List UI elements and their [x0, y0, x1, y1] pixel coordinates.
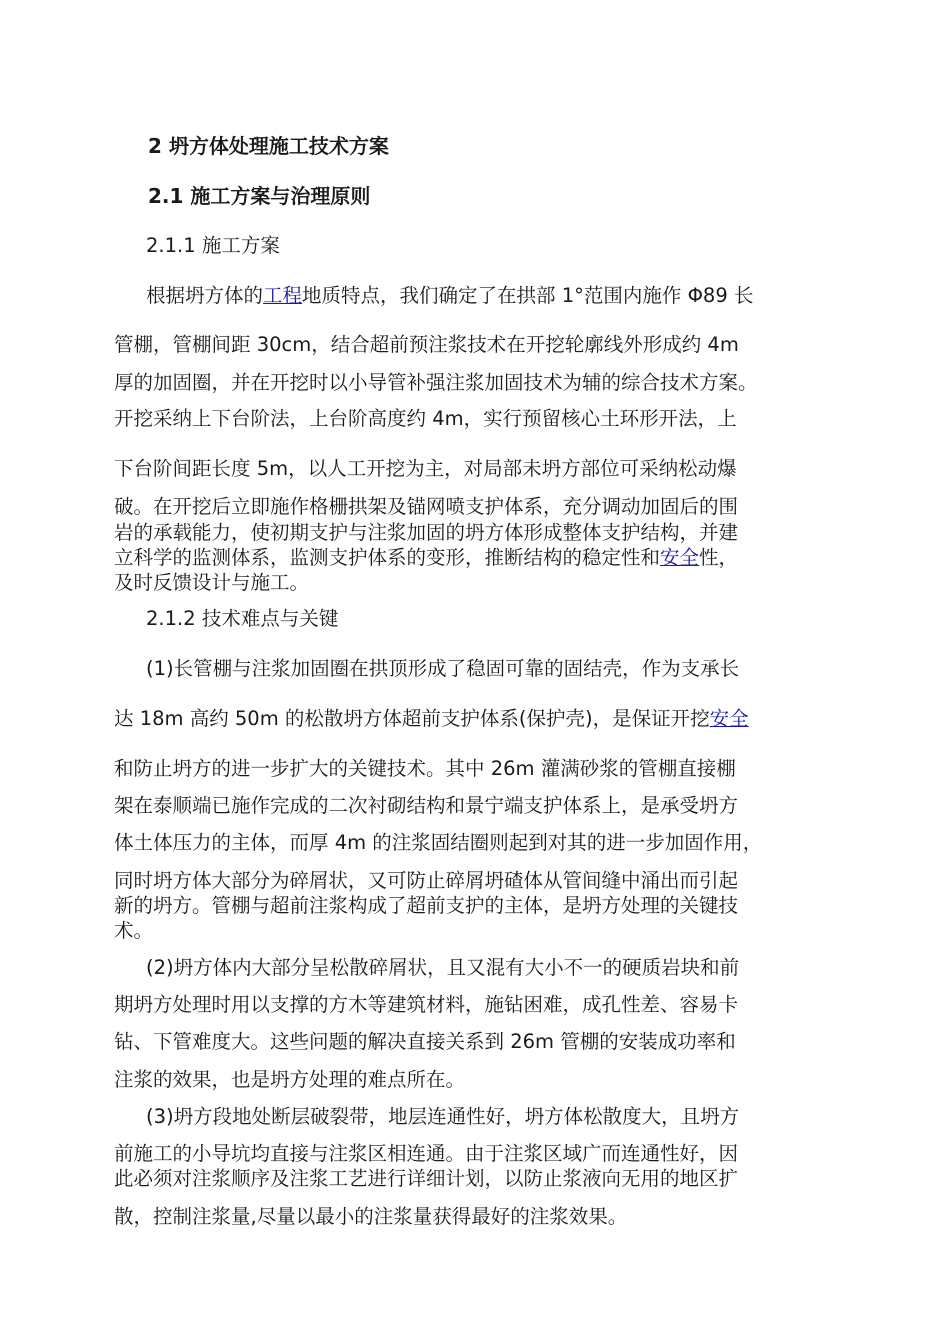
heading-2-1-2: 2.1.2 技术难点与关键 [146, 607, 339, 630]
p1-l8-text-b: 性， [699, 546, 739, 569]
p1-line-4: 开挖采纳上下台阶法，上台阶高度约 4m，实行预留核心土环形开法，上 [114, 407, 737, 430]
p1-line-7: 岩的承载能力，使初期支护与注浆加固的坍方体形成整体支护结构，并建 [114, 521, 739, 544]
p1-line-5: 下台阶间距长度 5m，以人工开挖为主，对局部未坍方部位可采纳松动爆 [114, 457, 737, 480]
link-safety-1[interactable]: 安全 [660, 546, 700, 569]
p1-line-8 [114, 545, 840, 571]
heading-2-1-1: 2.1.1 施工方案 [146, 234, 280, 257]
p4-line-3: 此必须对注浆顺序及注浆工艺进行详细计划，以防止浆液向无用的地区扩 [114, 1167, 739, 1190]
p2-line-3: 和防止坍方的进一步扩大的关键技术。其中 26m 灌满砂浆的管棚直接棚 [114, 757, 736, 780]
p1-line-9: 及时反馈设计与施工。 [114, 571, 310, 594]
p1-l8-text-a: 立科学的监测体系，监测支护体系的变形，推断结构的稳定性和 [114, 546, 661, 569]
p2-line-7: 新的坍方。管棚与超前注浆构成了超前支护的主体，是坍方处理的关键技 [114, 894, 739, 917]
p2-line-8: 术。 [114, 919, 154, 942]
p3-line-4: 注浆的效果，也是坍方处理的难点所在。 [114, 1068, 466, 1091]
p1-line-1 [146, 283, 840, 309]
p2-line-2 [114, 706, 840, 732]
link-safety-2[interactable]: 安全 [709, 707, 749, 730]
p1-line-6: 破。在开挖后立即施作格栅拱架及锚网喷支护体系，充分调动加固后的围 [114, 495, 739, 518]
p4-line-1: (3)坍方段地处断层破裂带，地层连通性好，坍方体松散度大，且坍方 [146, 1105, 740, 1128]
p2-line-4: 架在泰顺端已施作完成的二次衬砌结构和景宁端支护体系上，是承受坍方 [114, 794, 739, 817]
p3-line-2: 期坍方处理时用以支撑的方木等建筑材料，施钻困难，成孔性差、容易卡 [114, 993, 739, 1016]
p1-line-3: 厚的加固圈，并在开挖时以小导管补强注浆加固技术为辅的综合技术方案。 [114, 371, 758, 394]
p3-line-1: (2)坍方体内大部分呈松散碎屑状，且又混有大小不一的硬质岩块和前 [146, 956, 740, 979]
p4-line-2: 前施工的小导坑均直接与注浆区相连通。由于注浆区域广而连通性好，因 [114, 1142, 739, 1165]
p2-line-5: 体土体压力的主体，而厚 4m 的注浆固结圈则起到对其的进一步加固作用， [114, 831, 763, 854]
p1-text-b: 地质特点，我们确定了在拱部 1°范围内施作 Φ89 长 [302, 284, 754, 307]
p3-line-3: 钻、下管难度大。这些问题的解决直接关系到 26m 管棚的安装成功率和 [114, 1030, 736, 1053]
p2-line-1: (1)长管棚与注浆加固圈在拱顶形成了稳固可靠的固结壳，作为支承长 [146, 657, 740, 680]
p2-l2-text: 达 18m 高约 50m 的松散坍方体超前支护体系(保护壳)，是保证开挖 [114, 707, 710, 730]
p1-text-a: 根据坍方体的 [146, 284, 264, 307]
heading-2: 2 坍方体处理施工技术方案 [148, 134, 389, 158]
link-engineering[interactable]: 工程 [263, 284, 303, 307]
p1-line-2: 管棚，管棚间距 30cm，结合超前预注浆技术在开挖轮廓线外形成约 4m [114, 333, 739, 356]
heading-2-1: 2.1 施工方案与治理原则 [148, 184, 371, 208]
p4-line-4: 散，控制注浆量,尽量以最小的注浆量获得最好的注浆效果。 [114, 1205, 628, 1228]
p2-line-6: 同时坍方体大部分为碎屑状，又可防止碎屑坍碴体从管间缝中涌出而引起 [114, 869, 739, 892]
